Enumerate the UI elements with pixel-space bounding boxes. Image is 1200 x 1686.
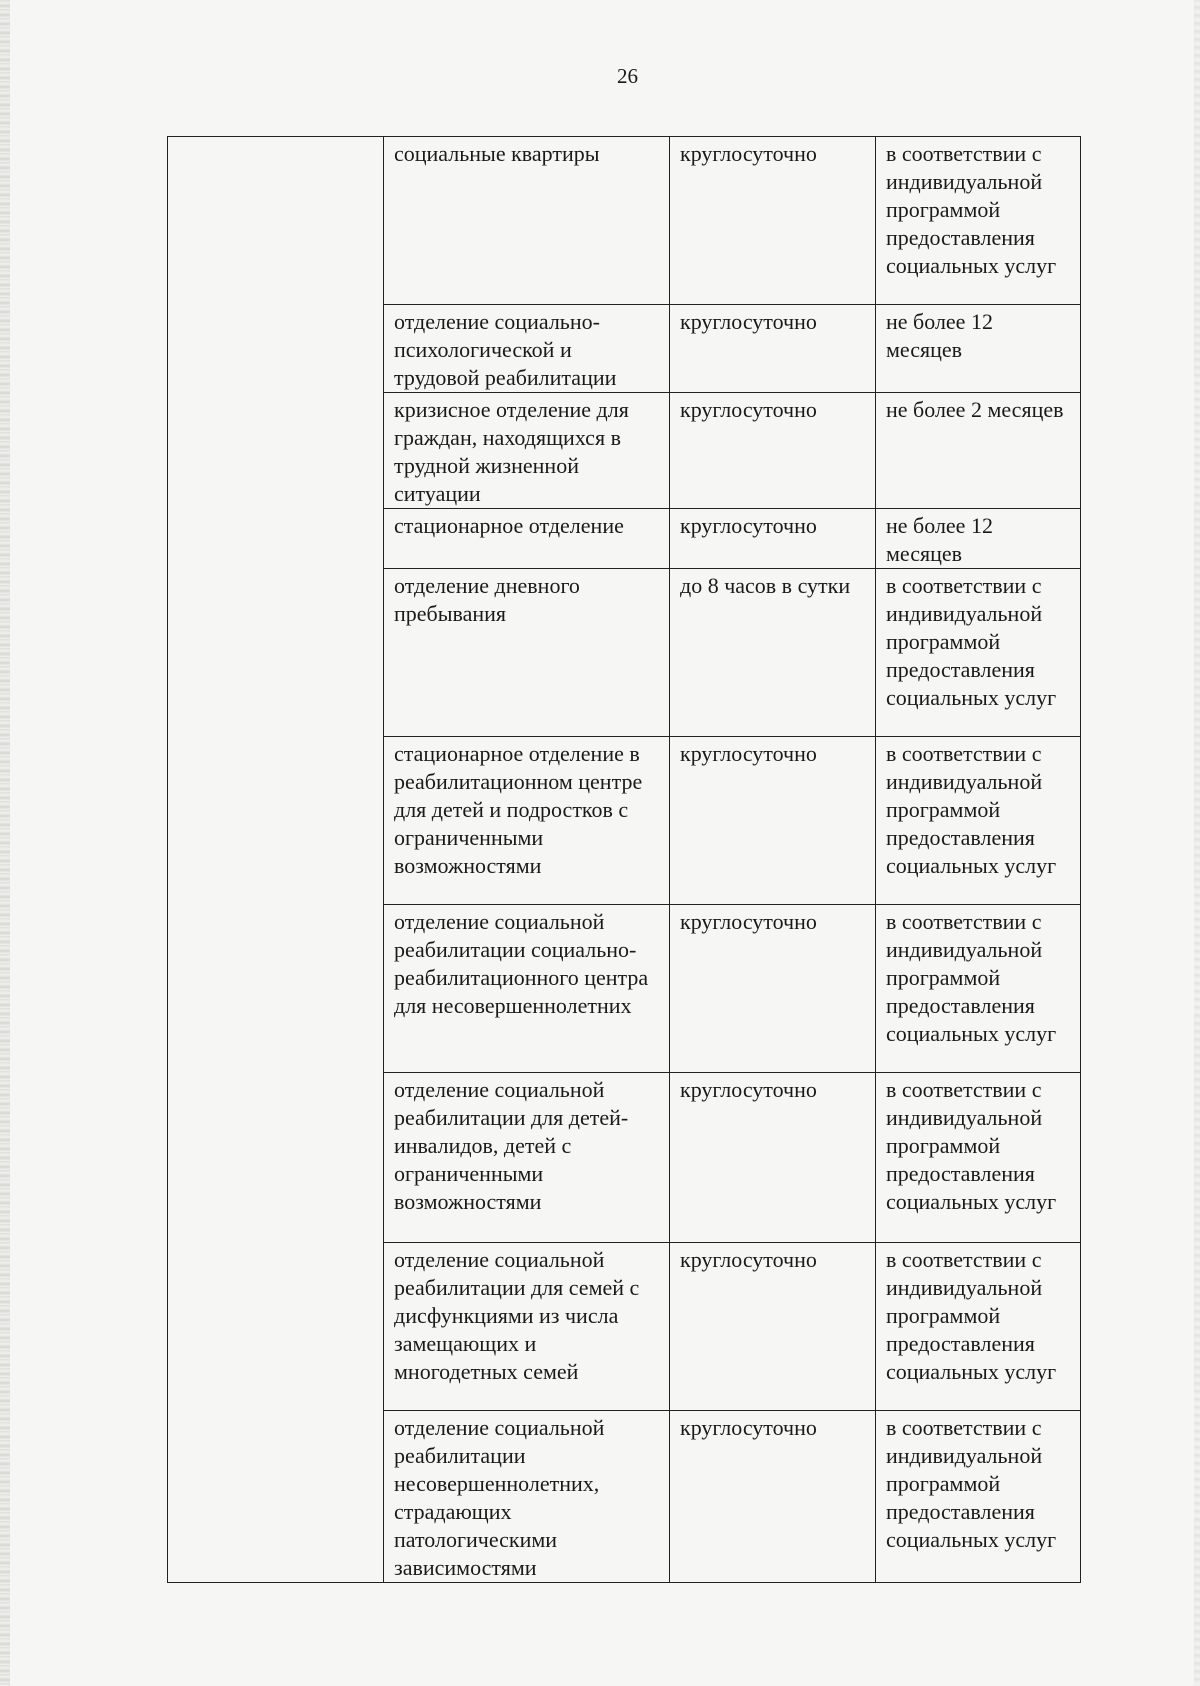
mode-cell: круглосуточно [670, 905, 876, 1073]
term-cell: в соответствии с индивидуальной программой предоставления социальных услуг [876, 1243, 1081, 1411]
mode-cell: до 8 часов в сутки [670, 569, 876, 737]
term-cell: не более 12 месяцев [876, 305, 1081, 393]
scan-edge-left [0, 0, 10, 1686]
term-cell: в соответствии с индивидуальной программой предоставления социальных услуг [876, 569, 1081, 737]
term-cell: не более 12 месяцев [876, 509, 1081, 569]
table-row [168, 137, 1081, 305]
department-cell: отделение дневного пребывания [384, 569, 670, 737]
merged-empty-cell [168, 137, 384, 1583]
scan-edge-right [1194, 0, 1200, 1686]
mode-cell: круглосуточно [670, 509, 876, 569]
mode-cell: круглосуточно [670, 1411, 876, 1583]
page-number: 26 [617, 64, 638, 88]
department-cell: отделение социальной реабилитации для семей с дисфункциями из числа замещающих и многодетных семей [384, 1243, 670, 1411]
mode-cell: круглосуточно [670, 1073, 876, 1243]
department-cell: отделение социальной реабилитации несовершеннолетних, страдающих патологическими зависимостями [384, 1411, 670, 1583]
mode-cell: круглосуточно [670, 305, 876, 393]
department-cell: отделение социальной реабилитации для детей-инвалидов, детей с ограниченными возможностями [384, 1073, 670, 1243]
term-cell: в соответствии с индивидуальной программой предоставления социальных услуг [876, 905, 1081, 1073]
department-cell: стационарное отделение [384, 509, 670, 569]
term-cell: в соответствии с индивидуальной программой предоставления социальных услуг [876, 737, 1081, 905]
term-cell: в соответствии с индивидуальной программой предоставления социальных услуг [876, 137, 1081, 305]
term-cell: в соответствии с индивидуальной программой предоставления социальных услуг [876, 1073, 1081, 1243]
term-cell: не более 2 месяцев [876, 393, 1081, 509]
department-cell: кризисное отделение для граждан, находящихся в трудной жизненной ситуации [384, 393, 670, 509]
mode-cell: круглосуточно [670, 1243, 876, 1411]
term-cell: в соответствии с индивидуальной программой предоставления социальных услуг [876, 1411, 1081, 1583]
department-cell: стационарное отделение в реабилитационном центре для детей и подростков с ограниченными возможностями [384, 737, 670, 905]
department-cell: отделение социально-психологической и трудовой реабилитации [384, 305, 670, 393]
mode-cell: круглосуточно [670, 393, 876, 509]
services-table [167, 136, 1081, 1583]
mode-cell: круглосуточно [670, 137, 876, 305]
department-cell: отделение социальной реабилитации социально-реабилитационного центра для несовершеннолетних [384, 905, 670, 1073]
mode-cell: круглосуточно [670, 737, 876, 905]
department-cell: социальные квартиры [384, 137, 670, 305]
